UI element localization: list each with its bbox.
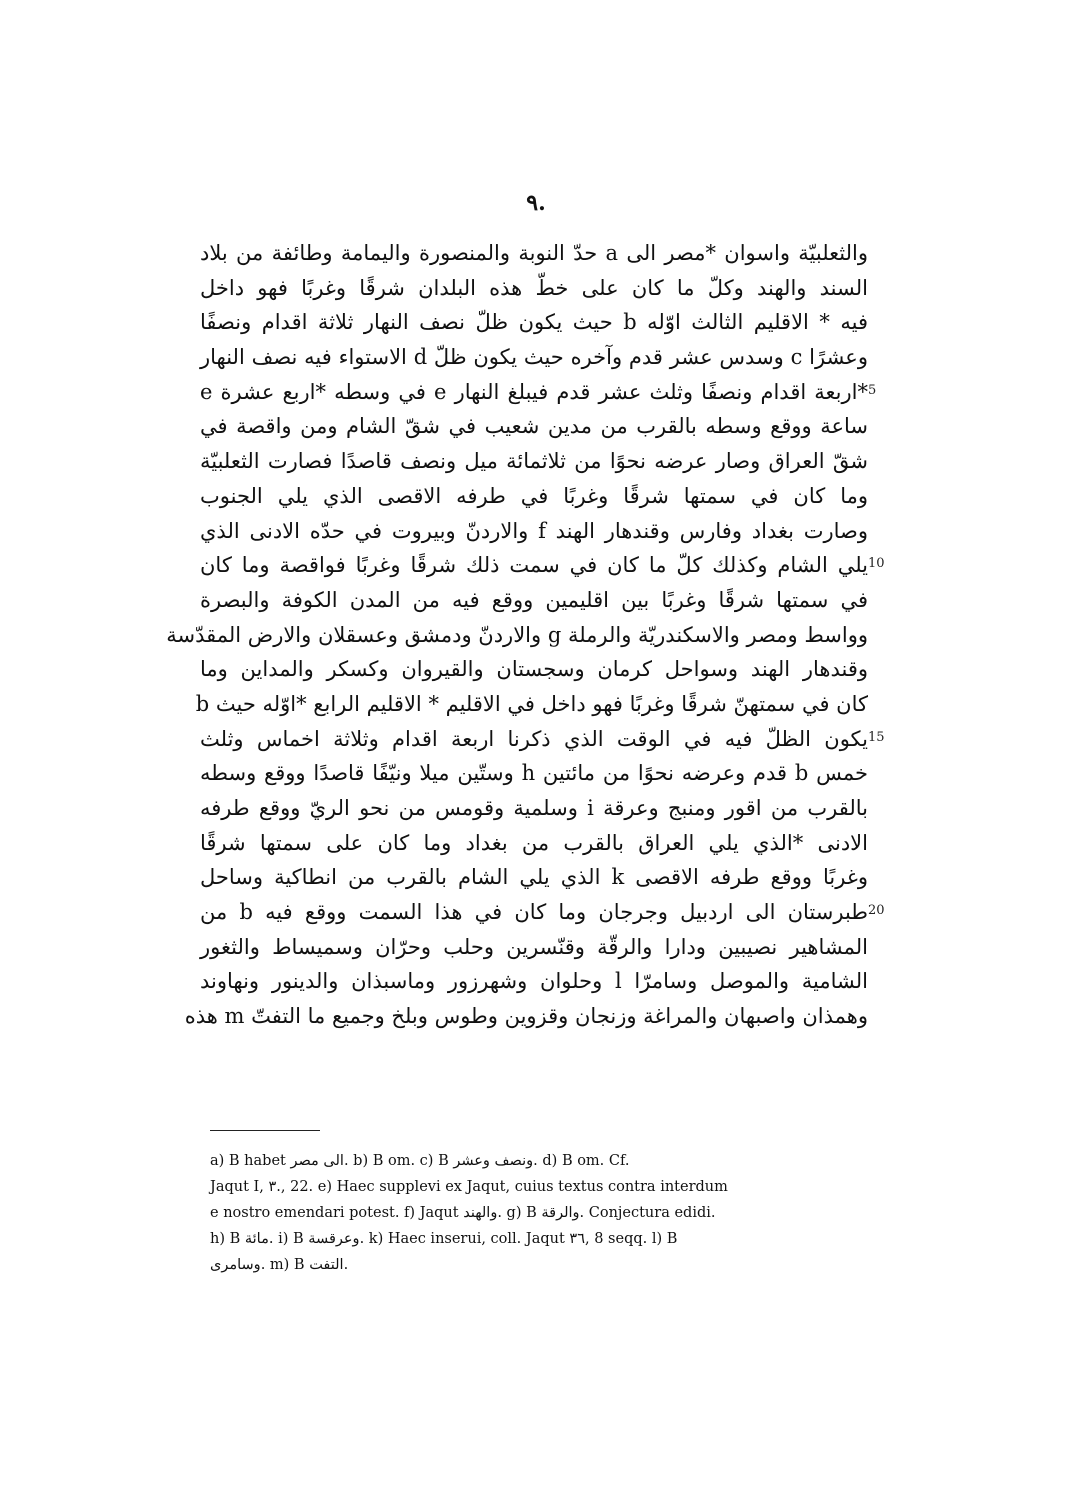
- footnote-text: . Conjectura edidi.: [579, 1205, 716, 1221]
- footnote-line: [210, 1200, 866, 1226]
- text-line-content: الادنى *الذي يلي العراق بالقرب من بغداد وما كان على سمتها شرقًا: [200, 830, 868, 855]
- text-line-content: الشامية والموصل وسامرّا l وحلوان وشهرزور وماسبذان والدينور ونهاوند: [200, 969, 869, 994]
- footnote-text: e nostro emendari potest. f) Jaqut: [210, 1205, 464, 1221]
- text-line-content: شقّ العراق وصار عرضه نحوًا من ثلاثمائة ميل ونصف قاصدًا فصارت الثعلبيّة: [200, 449, 868, 474]
- text-line: [200, 305, 868, 340]
- footnotes: [210, 1148, 866, 1278]
- text-line: [200, 722, 868, 757]
- page-number: ٩.: [526, 190, 546, 216]
- text-line-content: المشاهير نصيبين ودارا والرقّة وقنّسرين وحلب وحرّان وسميساط والثغور: [200, 934, 868, 959]
- text-line-content: وعشرًا c وسدس عشر قدم وآخره حيث يكون ظلّ d الاستواء فيه نصف النهار: [200, 345, 868, 370]
- text-line-content: في سمتها شرقًا وغربًا بين اقليمين ووقع فيه من المدن الكوفة والبصرة: [200, 587, 868, 612]
- text-line-content: فيه * الاقليم الثالث اوّله b حيث يكون ظلّ نصف النهار ثلاثة اقدام ونصفًا: [200, 310, 868, 335]
- text-line: [200, 652, 868, 687]
- text-line: [200, 930, 868, 965]
- text-line: [200, 375, 868, 410]
- footnote-arabic: الى مصر: [290, 1153, 344, 1169]
- footnote-arabic: والهند: [463, 1205, 498, 1221]
- text-line: [200, 479, 868, 514]
- footnote-text: . m) B: [260, 1257, 310, 1273]
- text-line-content: خمس b قدم وعرضه نحوًا من مائتين h وستّين ميلا ونيّفًا قاصدًا ووقع وسطه: [200, 761, 868, 786]
- text-line: [184, 999, 868, 1034]
- footnote-line: [210, 1148, 866, 1174]
- text-line: [200, 236, 868, 271]
- text-line: [195, 687, 868, 722]
- footnote-arabic: مائة: [244, 1231, 269, 1247]
- text-line-content: يكون الظلّ فيه في الوقت الذي ذكرنا اربعة اقدام وثلاثة اخماس وثلث: [200, 726, 868, 751]
- footnote-text: . b) B om. c) B: [343, 1153, 454, 1169]
- text-line: [200, 340, 868, 375]
- footnote-arabic: وسامرى: [210, 1257, 261, 1273]
- footnote-arabic: ونصف وعشر: [453, 1153, 534, 1169]
- text-line-content: وما كان في سمتها شرقًا وغربًا في طرفه الاقصى الذي يلي الجنوب: [200, 483, 868, 508]
- text-line: [200, 583, 868, 618]
- text-line-content: يلي الشام وكذلك كلّ ما كان في سمت ذلك شرقًا وغربًا فواقصة وما كان: [200, 553, 868, 578]
- footnote-arabic: التفت: [309, 1257, 344, 1273]
- text-line: [200, 514, 868, 549]
- footnote-text: . d) B om. Cf.: [533, 1153, 630, 1169]
- footnote-text: . k) Haec inserui, coll. Jaqut ٣٦, 8 seqq. l) B: [359, 1231, 678, 1247]
- footnote-line: [210, 1252, 866, 1278]
- text-line: [200, 964, 868, 999]
- text-line: [200, 548, 868, 583]
- body-text: [166, 236, 869, 1034]
- footnote-text: . g) B: [497, 1205, 542, 1221]
- text-line-content: طبرستان الى اردبيل وجرجان وما كان في هذا السمت ووقع فيه b من: [200, 900, 868, 925]
- text-line: [200, 791, 868, 826]
- text-line-content: وهمذان واصبهان والمراغة وزنجان وقزوين وطوس وبلخ وجميع ما التفتّ m هذه: [184, 1004, 868, 1029]
- text-line: [166, 618, 868, 653]
- footnote-text: . i) B: [268, 1231, 309, 1247]
- text-line-content: وغربًا ووقع طرفه الاقصى k الذي يلي الشام بالقرب من انطاكية وساحل: [200, 865, 868, 890]
- footnote-text: Jaqut I, ٣., 22. e) Haec supplevi ex Jaqut, cuius textus contra interdum: [210, 1179, 728, 1195]
- text-line-content: وقندهار الهند وسواحل كرمان وسجستان والقيروان وكسكر والمداين وما: [200, 657, 868, 682]
- text-line: [200, 826, 868, 861]
- line-number: 10: [868, 556, 885, 572]
- text-line-content: بالقرب من اقور ومنبج وعرقة i وسلمية وقومس من نحو الريّ ووقع طرفه: [200, 796, 868, 820]
- text-line: [200, 895, 868, 930]
- footnote-text: a) B habet: [210, 1153, 291, 1169]
- footnote-line: [210, 1174, 866, 1200]
- text-line-content: والثعلبيّة واسوان *مصر الى a حدّ النوبة والمنصورة واليمامة وطائفة من بلاد: [200, 241, 869, 265]
- text-line: [200, 409, 868, 444]
- text-line-content: كان في سمتهنّ شرقًا وغربًا فهو داخل في الاقليم * الاقليم الرابع *اوّله حيث b: [195, 691, 868, 716]
- footnote-text: .: [343, 1257, 349, 1273]
- footnote-text: h) B: [210, 1231, 245, 1247]
- text-line-content: السند والهند وكلّ ما كان على خطّ هذه البلدان شرقًا وغربًا فهو داخل: [200, 275, 868, 300]
- text-line-content: وواسط ومصر والاسكندريّة والرملة g والاردنّ ودمشق وعسقلان والارض المقدّسة: [166, 622, 868, 647]
- text-line-content: ساعة ووقع وسطه بالقرب من مدين شعيب في شقّ الشام ومن واقصة في: [200, 414, 868, 439]
- line-number: 15: [868, 729, 885, 745]
- text-line: [200, 444, 868, 479]
- footnote-line: [210, 1226, 866, 1252]
- text-line: [200, 756, 868, 791]
- text-line-content: وصارت بغداد وفارس وقندهار الهند f والاردنّ وبيروت في حدّه الادنى الذي: [200, 518, 868, 543]
- text-line-content: *اربعة اقدام ونصفًا وثلث عشر قدم فيبلغ النهار e في وسطه *اربع عشرة e: [200, 379, 868, 404]
- line-number: 5: [868, 382, 877, 398]
- line-number: 20: [868, 903, 885, 919]
- text-line: [200, 271, 868, 306]
- footnote-divider: [210, 1130, 320, 1131]
- footnote-arabic: والرقة: [541, 1205, 580, 1221]
- footnote-arabic: وعرقسة: [308, 1231, 360, 1247]
- text-line: [200, 860, 868, 895]
